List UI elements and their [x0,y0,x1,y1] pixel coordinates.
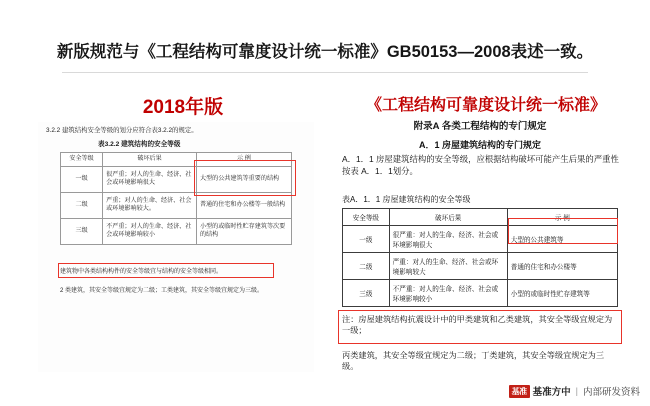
right-column-heading: 《工程结构可靠度设计统一标准》 [365,97,606,114]
cell-damage: 不严重：对人的生命、经济、社会或环境影响较小 [389,280,507,307]
right-section-heading: A．1 房屋建筑结构的专门规定 [418,140,541,150]
right-paragraph: A．1．1 房屋建筑结构的安全等级，应根据结构破坏可能产生后果的严重性按表 A．1．1划分。 [342,154,619,176]
table-row [343,226,618,253]
footer-note: 内部研发资料 [582,387,640,398]
right-appendix-heading: 附录A 各类工程结构的专门规定 [413,121,547,132]
table-row [343,253,618,280]
cell-damage: 很严重；对人的生命、经济、社会或环境影响很大 [103,166,197,192]
cell-example: 普通的住宅和办公楼等 [507,253,617,280]
cell-damage: 很严重：对人的生命、经济、社会或环境影响很大 [389,226,507,253]
right-safety-level-table [342,208,618,307]
table-header-row [61,153,292,167]
cell-example: 小型的或临时性贮存建筑等 [507,280,617,307]
brand-name: 基准方中 [532,387,571,398]
left-table-caption: 表3.2.2 建筑结构的安全等级 [98,141,181,148]
cell-example: 大型的公共建筑等重要的结构 [196,166,291,192]
left-safety-level-table [60,152,292,245]
footer [509,384,640,398]
cell-damage: 不严重；对人的生命、经济、社会或环境影响较小 [103,218,197,244]
left-note-1: 建筑物中各类结构构件的安全等级宜与结构的安全等级相同。 [60,269,223,275]
cell-level: 二级 [343,253,390,280]
right-note: 注：房屋建筑结构抗震设计中的甲类建筑和乙类建筑，其安全等级宜规定为一级； [342,315,613,336]
left-note-3: 2 类建筑，其安全等级宜规定为二级；工类建筑，其安全等级宜规定为三级。 [60,288,264,294]
table-header-row [343,209,618,226]
cell-level: 一级 [61,166,103,192]
right-document-image [330,118,630,380]
header-example: 示 例 [196,153,291,167]
header-damage: 破坏后果 [389,209,507,226]
page-title: 新版规范与《工程结构可靠度设计统一标准》GB50153—2008表述一致。 [56,43,594,61]
header-level: 安全等级 [61,153,103,167]
title-divider [62,72,588,73]
cell-level: 一级 [343,226,390,253]
brand-logo-icon: 基准 [509,385,530,398]
cell-example: 大型的公共建筑等 [507,226,617,253]
left-clause-text: 3.2.2 建筑结构安全等级的划分应符合表3.2.2的规定。 [46,127,198,134]
right-table-caption: 表A．1．1 房屋建筑结构的安全等级 [342,195,471,204]
table-row [61,192,292,218]
right-note-2: 丙类建筑，其安全等级宜规定为二级；丁类建筑，其安全等级宜规定为三级。 [342,351,605,372]
left-column-heading: 2018年版 [142,97,224,118]
header-level: 安全等级 [343,209,390,226]
left-document-image [38,122,314,372]
cell-damage: 严重；对人的生命、经济、社会或环境影响较大。 [103,192,197,218]
table-row [61,166,292,192]
cell-example: 普通的住宅和办公楼等一般结构 [196,192,291,218]
cell-level: 二级 [61,192,103,218]
table-row [343,280,618,307]
footer-divider: | [575,386,578,396]
cell-level: 三级 [61,218,103,244]
header-example: 示 例 [507,209,617,226]
cell-level: 三级 [343,280,390,307]
header-damage: 破坏后果 [103,153,197,167]
cell-damage: 严重：对人的生命、经济、社会或环境影响较大 [389,253,507,280]
cell-example: 小型的或临时性贮存建筑等次要的结构 [196,218,291,244]
table-row [61,218,292,244]
